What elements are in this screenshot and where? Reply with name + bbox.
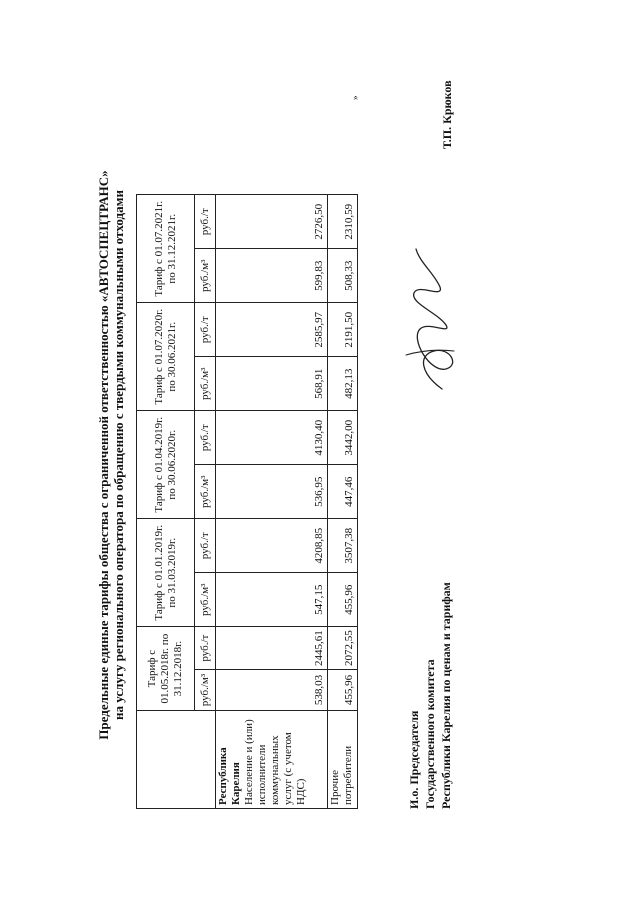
corner-mark: » bbox=[350, 95, 360, 100]
value-cell: 508,33 bbox=[328, 249, 358, 303]
value-cell: 3507,38 bbox=[328, 519, 358, 573]
signer-title-line-3: Республики Карелия по ценам и тарифам bbox=[439, 582, 453, 809]
signer-block bbox=[406, 582, 454, 809]
value-cell: 2191,50 bbox=[328, 303, 358, 357]
title-line-1: Предельные единые тарифы общества с ограниченной ответственностью «АВТОСПЕЦТРАНС» bbox=[96, 170, 111, 740]
unit-header: руб./т bbox=[195, 195, 216, 249]
signer-title-line-1: И.о. Председателя bbox=[407, 710, 421, 809]
tariff-table bbox=[136, 194, 358, 809]
signer-name: Т.П. Крюков bbox=[440, 80, 454, 149]
signature-svg bbox=[380, 245, 470, 395]
region-label: Республика Карелия bbox=[217, 747, 242, 805]
unit-header: руб./м³ bbox=[195, 249, 216, 303]
document-title bbox=[96, 105, 126, 805]
unit-header: руб./м³ bbox=[195, 573, 216, 627]
period-header: Тариф с 01.01.2019г. по 31.03.2019г. bbox=[137, 519, 195, 627]
value-cell: 3442,00 bbox=[328, 411, 358, 465]
value-cell: 2072,55 bbox=[328, 627, 358, 670]
value-cell: 2445,61 bbox=[216, 627, 328, 670]
value-cell: 482,13 bbox=[328, 357, 358, 411]
value-cell: 536,95 bbox=[216, 465, 328, 519]
value-cell: 547,15 bbox=[216, 573, 328, 627]
value-cell: 455,96 bbox=[328, 573, 358, 627]
table-row bbox=[328, 195, 358, 809]
value-cell: 2585,97 bbox=[216, 303, 328, 357]
value-cell: 538,03 bbox=[216, 670, 328, 711]
table-row bbox=[216, 195, 328, 809]
handwritten-signature-icon bbox=[380, 245, 475, 395]
unit-header: руб./м³ bbox=[195, 357, 216, 411]
value-cell: 599,83 bbox=[216, 249, 328, 303]
period-header-row bbox=[137, 195, 195, 809]
unit-header: руб./т bbox=[195, 627, 216, 670]
period-header: Тариф с 01.07.2020г. по 30.06.2021г. bbox=[137, 303, 195, 411]
period-header: Тариф с 01.05.2018г. по 31.12.2018г. bbox=[137, 627, 195, 711]
period-header: Тариф с 01.04.2019г. по 30.06.2020г. bbox=[137, 411, 195, 519]
consumer-label: Население и (или) исполнители коммунальных услуг (с учетом НДС) bbox=[243, 719, 307, 805]
unit-header: руб./т bbox=[195, 411, 216, 465]
unit-header: руб./т bbox=[195, 519, 216, 573]
consumer-label: Прочие потребители bbox=[329, 745, 354, 805]
period-header: Тариф с 01.07.2021г. по 31.12.2021г. bbox=[137, 195, 195, 303]
value-cell: 568,91 bbox=[216, 357, 328, 411]
value-cell: 2726,50 bbox=[216, 195, 328, 249]
value-cell: 2310,59 bbox=[328, 195, 358, 249]
row-header-empty bbox=[137, 711, 216, 809]
unit-header: руб./т bbox=[195, 303, 216, 357]
value-cell: 455,96 bbox=[328, 670, 358, 711]
value-cell: 4130,40 bbox=[216, 411, 328, 465]
value-cell: 447,46 bbox=[328, 465, 358, 519]
unit-header: руб./м³ bbox=[195, 670, 216, 711]
unit-header: руб./м³ bbox=[195, 465, 216, 519]
row-label-cell bbox=[328, 711, 358, 809]
row-label-cell bbox=[216, 711, 328, 809]
value-cell: 4208,85 bbox=[216, 519, 328, 573]
signer-title-line-2: Государственного комитета bbox=[423, 659, 437, 809]
title-line-2: на услугу регионального оператора по обращению с твердыми коммунальными отходами bbox=[111, 190, 126, 720]
